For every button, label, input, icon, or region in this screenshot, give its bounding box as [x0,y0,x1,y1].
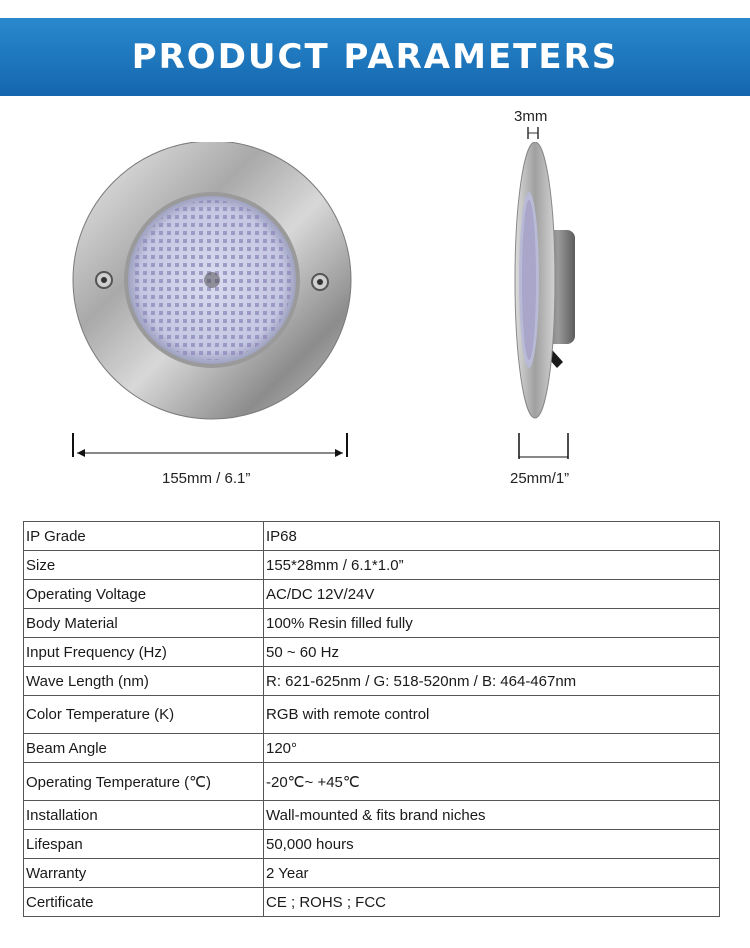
table-row [24,859,720,888]
param-value: AC/DC 12V/24V [264,580,720,609]
param-label: Color Temperature (K) [24,696,264,734]
product-drawings [0,96,750,506]
table-row [24,888,720,917]
param-value: R: 621-625nm / G: 518-520nm / B: 464-467nm [264,667,720,696]
page-title: PRODUCT PARAMETERS [131,37,619,77]
param-label: Certificate [24,888,264,917]
param-value: 120° [264,734,720,763]
parameters-table [23,521,720,917]
thickness-marker [525,126,545,140]
table-row [24,667,720,696]
param-label: Beam Angle [24,734,264,763]
param-label: Warranty [24,859,264,888]
param-value: 50 ~ 60 Hz [264,638,720,667]
param-label: IP Grade [24,522,264,551]
light-side-view-image [505,142,585,432]
param-label: Operating Voltage [24,580,264,609]
param-value: 50,000 hours [264,830,720,859]
table-row [24,638,720,667]
table-row [24,522,720,551]
table-row [24,551,720,580]
table-row [24,696,720,734]
table-row [24,734,720,763]
param-value: Wall-mounted & fits brand niches [264,801,720,830]
param-label: Installation [24,801,264,830]
diameter-dimension-line [68,432,358,462]
param-value: 100% Resin filled fully [264,609,720,638]
param-value: RGB with remote control [264,696,720,734]
param-label: Body Material [24,609,264,638]
thickness-label: 3mm [514,108,548,125]
depth-label: 25mm/1” [510,470,570,487]
table-row [24,801,720,830]
table-row [24,580,720,609]
header-banner [0,18,750,96]
table-row [24,609,720,638]
param-label: Operating Temperature (℃) [24,763,264,801]
param-label: Input Frequency (Hz) [24,638,264,667]
table-row [24,830,720,859]
param-label: Wave Length (nm) [24,667,264,696]
table-row [24,763,720,801]
depth-dimension-line [515,432,575,462]
param-label: Lifespan [24,830,264,859]
diameter-label: 155mm / 6.1” [162,470,251,487]
param-value: IP68 [264,522,720,551]
param-value: 155*28mm / 6.1*1.0” [264,551,720,580]
param-value: 2 Year [264,859,720,888]
param-value: CE ; ROHS ; FCC [264,888,720,917]
param-label: Size [24,551,264,580]
param-value: -20℃~ +45℃ [264,763,720,801]
light-front-view-image [62,142,362,442]
